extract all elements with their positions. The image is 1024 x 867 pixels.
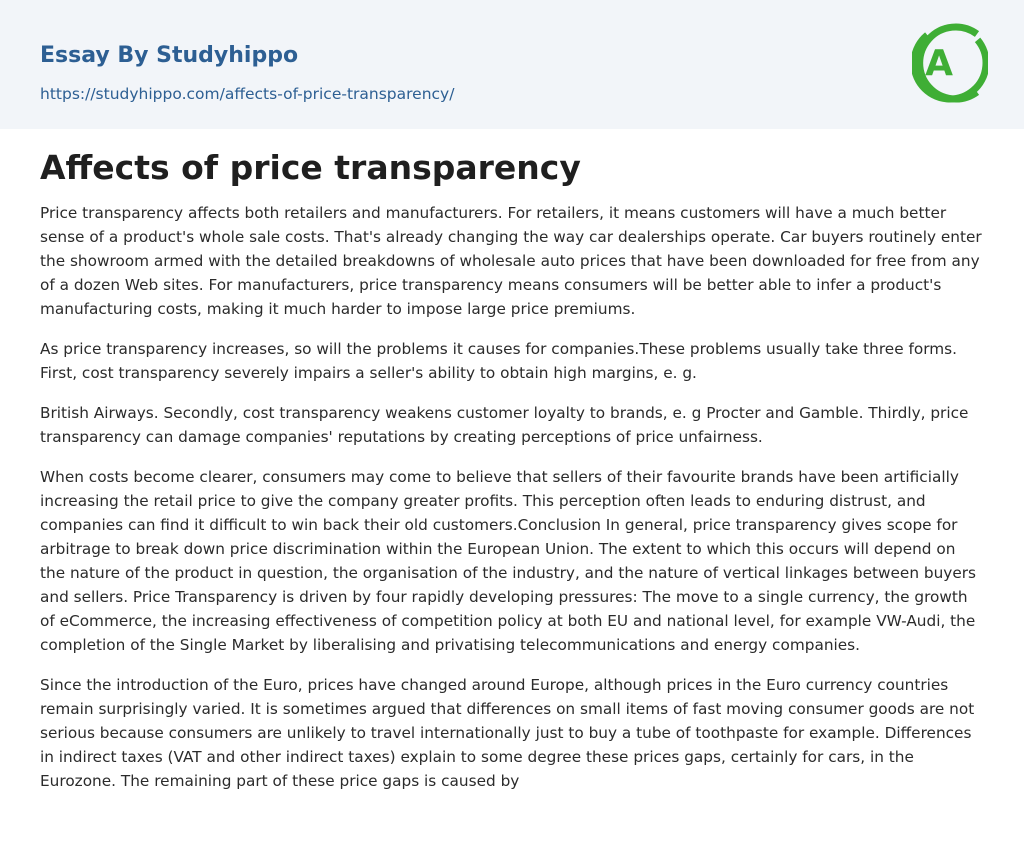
essay-paragraph-5: Since the introduction of the Euro, prices have changed around Europe, although prices in the Euro currency countries remain surprisingly varied. It is sometimes argued that differences on small items of fast moving consumer goods are not serious because consumers are unlikely to travel internationally just to buy a tube of toothpaste for example. Differences in indirect taxes (VAT and other indirect taxes) explain to some degree these prices gaps, certainly for cars, in the Eurozone. The remaining part of these price gaps is caused by — [40, 676, 975, 790]
logo-letter: A — [925, 43, 953, 84]
site-header — [0, 0, 1024, 129]
essay-paragraph-2: As price transparency increases, so will the problems it causes for companies.These problems usually take three forms. First, cost transparency severely impairs a seller's ability to obtain high margins, e. g. — [40, 340, 957, 382]
essay-paragraph-1: Price transparency affects both retailers and manufacturers. For retailers, it means customers will have a much better sense of a product's whole sale costs. That's already changing the way car dealerships operate. Car buyers routinely enter the showroom armed with the detailed breakdowns of wholesale auto prices that have been downloaded for free from any of a dozen Web sites. For manufacturers, price transparency means consumers will be better able to infer a product's manufacturing costs, making it much harder to impose large price premiums. — [40, 204, 982, 318]
essay-title: Affects of price transparency — [40, 148, 581, 187]
essay-url-link[interactable]: https://studyhippo.com/affects-of-price-transparency/ — [40, 85, 455, 103]
essay-paragraph-3: British Airways. Secondly, cost transparency weakens customer loyalty to brands, e. g Procter and Gamble. Thirdly, price transparency can damage companies' reputations by creating perceptions of price unfairness. — [40, 404, 969, 446]
essay-paragraph-4: When costs become clearer, consumers may come to believe that sellers of their favourite brands have been artificially increasing the retail price to give the company greater profits. This perception often leads to enduring distrust, and companies can find it difficult to win back their old customers.Conclusion In general, price transparency gives scope for arbitrage to break down price discrimination within the European Union. The extent to which this occurs will depend on the nature of the product in question, the organisation of the industry, and the nature of vertical linkages between buyers and sellers. Price Transparency is driven by four rapidly developing pressures: The move to a single currency, the growth of eCommerce, the increasing effectiveness of competition policy at both EU and national level, for example VW-Audi, the completion of the Single Market by liberalising and privatising telecommunications and energy companies. — [40, 468, 977, 654]
studyhippo-logo-icon[interactable] — [912, 19, 988, 107]
essay-content — [0, 129, 1024, 793]
site-title: Essay By Studyhippo — [40, 43, 299, 68]
